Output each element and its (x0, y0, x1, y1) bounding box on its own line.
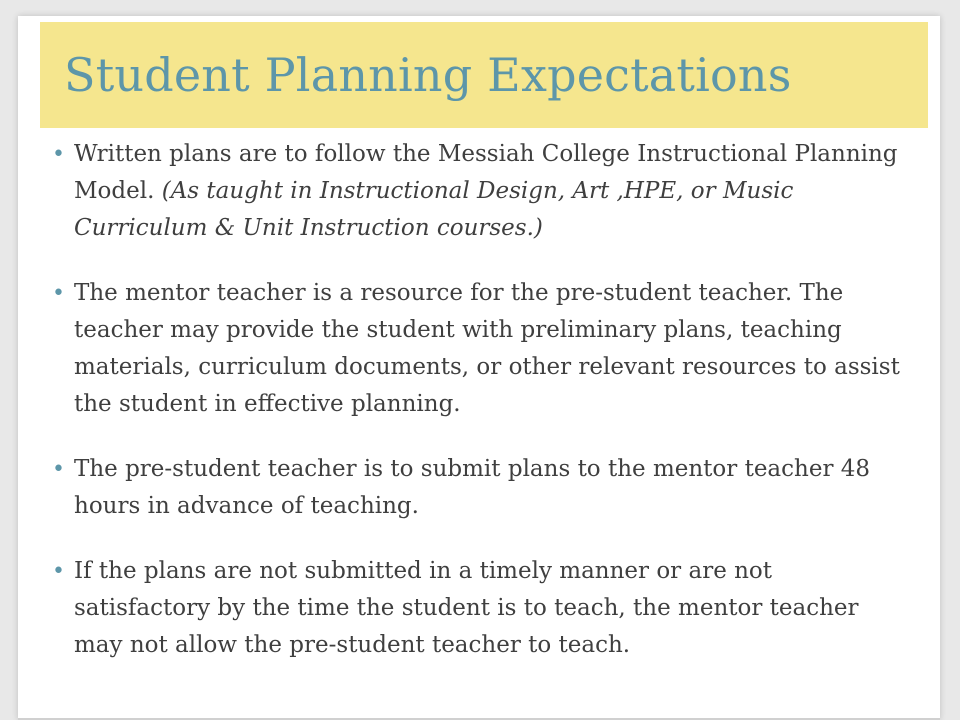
bullet-icon: • (52, 142, 65, 167)
bullet-text: The mentor teacher is a resource for the pre-student teacher. The teacher may provide the student with preliminary plans, teaching materials, curriculum documents, or other relevant resources to assist the student in effective planning. (74, 280, 900, 417)
bullet-item-1 (52, 136, 904, 247)
bullet-text: Written plans are to follow the Messiah College Instructional Planning Model. (74, 141, 898, 204)
bullet-icon: • (52, 559, 65, 584)
bullet-italic-note: (As taught in Instructional Design, Art ,HPE, or Music Curriculum & Unit Instruction courses.) (74, 178, 794, 241)
title-band (40, 22, 928, 128)
bullet-item-3 (52, 451, 904, 525)
bullet-item-4 (52, 553, 904, 664)
bullet-list (52, 136, 904, 692)
bullet-text: If the plans are not submitted in a timely manner or are not satisfactory by the time the student is to teach, the mentor teacher may not allow the pre-student teacher to teach. (74, 558, 859, 658)
bullet-icon: • (52, 281, 65, 306)
bullet-item-2 (52, 275, 904, 423)
bullet-icon: • (52, 457, 65, 482)
slide-title: Student Planning Expectations (64, 48, 792, 102)
bullet-text: The pre-student teacher is to submit plans to the mentor teacher 48 hours in advance of teaching. (74, 456, 871, 519)
